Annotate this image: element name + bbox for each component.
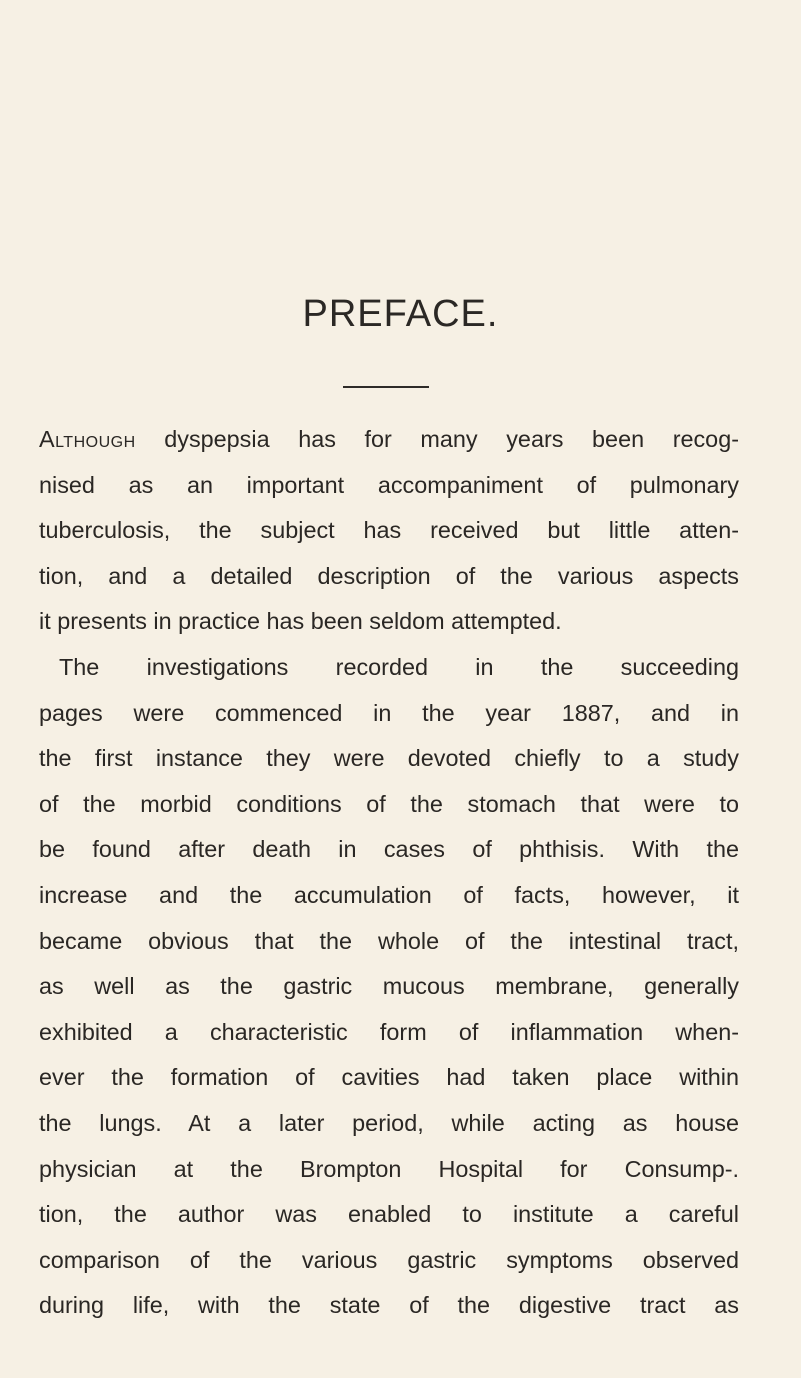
- text-line-10: be found after death in cases of phthisis. With the: [39, 836, 739, 863]
- text-line-4: tion, and a detailed description of the various aspects: [39, 562, 739, 589]
- text-line-5: it presents in practice has been seldom attempted.: [39, 608, 562, 635]
- text-line-7: pages were commenced in the year 1887, and in: [39, 699, 739, 726]
- text-line-2: nised as an important accompaniment of pulmonary: [39, 471, 739, 498]
- text-line-9: of the morbid conditions of the stomach that were to: [39, 790, 739, 817]
- text-line-18: tion, the author was enabled to institute a careful: [39, 1201, 739, 1228]
- text-line-1-rest: dyspepsia has for many years been recog-: [135, 426, 739, 452]
- lead-word: Although: [39, 426, 136, 452]
- text-line-6: The investigations recorded in the succeeding: [59, 653, 739, 680]
- page-title: PREFACE.: [302, 293, 499, 335]
- text-line-19: comparison of the various gastric symptoms observed: [39, 1246, 739, 1273]
- text-line-11: increase and the accumulation of facts, however, it: [39, 881, 739, 908]
- text-line-13: as well as the gastric mucous membrane, generally: [39, 973, 739, 1000]
- text-line-1: [39, 417, 739, 463]
- text-line-16: the lungs. At a later period, while acting as house: [39, 1109, 739, 1136]
- preface-text: [39, 417, 739, 1329]
- text-line-3: tuberculosis, the subject has received but little atten-: [39, 517, 739, 544]
- text-line-14: exhibited a characteristic form of inflammation when-: [39, 1018, 739, 1045]
- text-line-17: physician at the Brompton Hospital for Consump-.: [39, 1155, 739, 1182]
- text-line-20: during life, with the state of the digestive tract as: [39, 1292, 739, 1319]
- text-line-15: ever the formation of cavities had taken place within: [39, 1064, 739, 1091]
- text-line-12: became obvious that the whole of the intestinal tract,: [39, 927, 739, 954]
- text-line-8: the first instance they were devoted chiefly to a study: [39, 745, 739, 772]
- title-divider: [343, 386, 429, 388]
